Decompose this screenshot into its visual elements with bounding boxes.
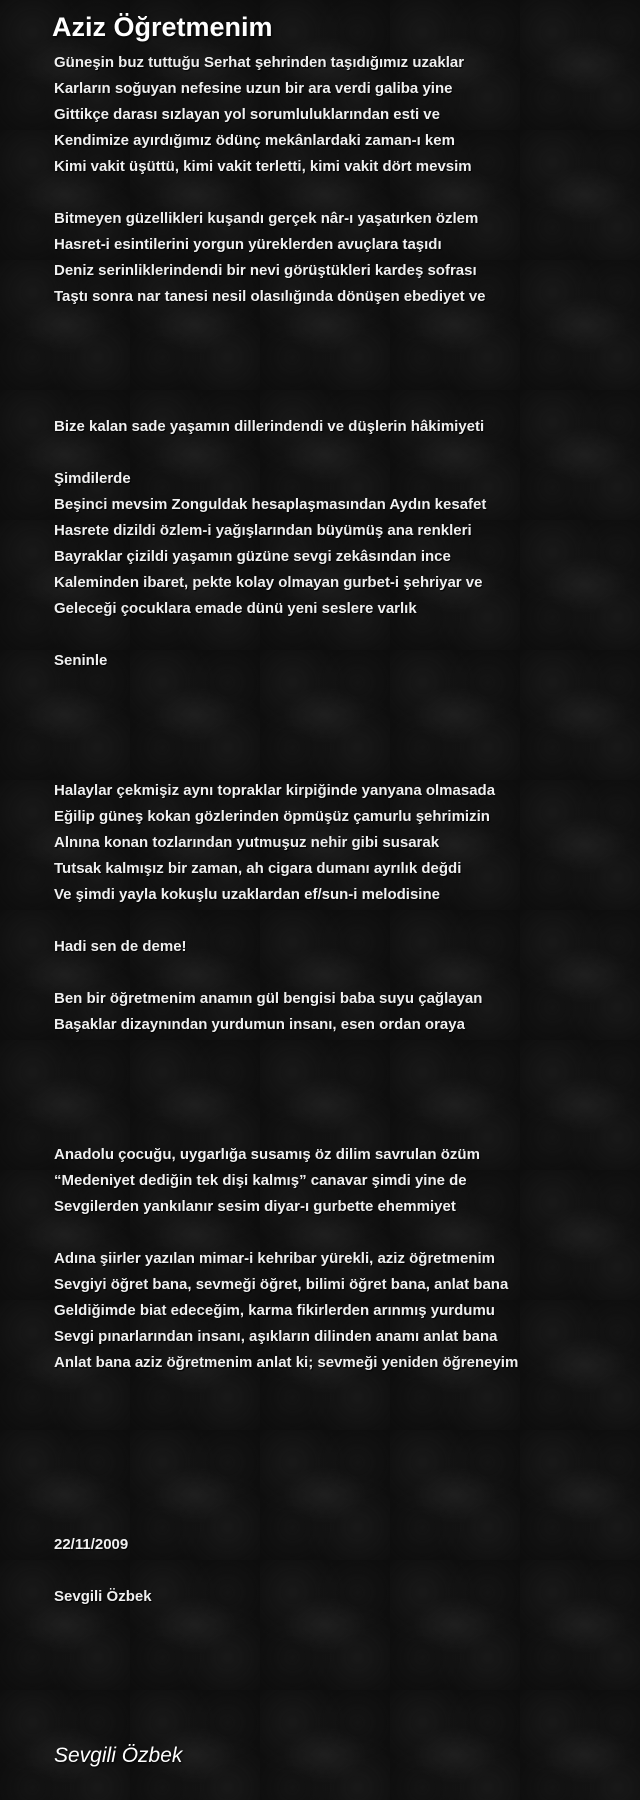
poem-line: Hasret-i esintilerini yorgun yüreklerden avuçlara taşıdı (54, 236, 442, 253)
poem-line: Geldiğimde biat edeceğim, karma fikirlerden arınmış yurdumu (54, 1302, 495, 1319)
poem-line: Taştı sonra nar tanesi nesil olasılığında dönüşen ebediyet ve (54, 288, 486, 305)
poem-line: Deniz serinliklerindendi bir nevi görüştükleri kardeş sofrası (54, 262, 477, 279)
poem-line: Anlat bana aziz öğretmenim anlat ki; sevmeği yeniden öğreneyim (54, 1354, 519, 1371)
poem-author: Sevgili Özbek (54, 1588, 152, 1605)
poem-line: Ben bir öğretmenim anamın gül bengisi baba suyu çağlayan (54, 990, 483, 1007)
poem-line: Eğilip güneş kokan gözlerinden öpmüşüz çamurlu şehrimizin (54, 808, 490, 825)
poem-line: Adına şiirler yazılan mimar-i kehribar yürekli, aziz öğretmenim (54, 1250, 495, 1267)
poem-line: Tutsak kalmışız bir zaman, ah cigara dumanı ayrılık değdi (54, 860, 462, 877)
author-signature: Sevgili Özbek (54, 1744, 183, 1767)
poem-line: Ve şimdi yayla kokuşlu uzaklardan ef/sun-i melodisine (54, 886, 440, 903)
poem-line: Alnına konan tozlarından yutmuşuz nehir gibi susarak (54, 834, 440, 851)
poem-line: Şimdilerde (54, 470, 131, 487)
poem-line: Bize kalan sade yaşamın dillerindendi ve düşlerin hâkimiyeti (54, 418, 485, 435)
poem-line: Bayraklar çizildi yaşamın güzüne sevgi zekâsından ince (54, 548, 451, 565)
poem-line: Kaleminden ibaret, pekte kolay olmayan gurbet-i şehriyar ve (54, 574, 483, 591)
poem-date: 22/11/2009 (54, 1536, 129, 1553)
poem-line: Kendimize ayırdığımız ödünç mekânlardaki zaman-ı kem (54, 132, 455, 149)
poem-line: Sevgilerden yankılanır sesim diyar-ı gurbette ehemmiyet (54, 1198, 456, 1215)
poem-line: Kimi vakit üşüttü, kimi vakit terletti, kimi vakit dört mevsim (54, 158, 472, 175)
poem-line: Sevgi pınarlarından insanı, aşıkların dilinden anamı anlat bana (54, 1328, 498, 1345)
poem-line: Beşinci mevsim Zonguldak hesaplaşmasından Aydın kesafet (54, 496, 487, 513)
poem-line: Halaylar çekmişiz aynı topraklar kirpiğinde yanyana olmasada (54, 782, 496, 799)
poem-line: Gittikçe darası sızlayan yol sorumluluklarından esti ve (54, 106, 440, 123)
poem-line: Hadi sen de deme! (54, 938, 187, 955)
poem-line: Anadolu çocuğu, uygarlığa susamış öz dilim savrulan özüm (54, 1146, 480, 1163)
poem-line: Güneşin buz tuttuğu Serhat şehrinden taşıdığımız uzaklar (54, 54, 465, 71)
poem-line: Geleceği çocuklara emade dünü yeni seslere varlık (54, 600, 417, 617)
poem-line: Başaklar dizaynından yurdumun insanı, esen ordan oraya (54, 1016, 465, 1033)
poem-line: Sevgiyi öğret bana, sevmeği öğret, bilimi öğret bana, anlat bana (54, 1276, 509, 1293)
poem-body (54, 50, 624, 1610)
poem-line: “Medeniyet dediğin tek dişi kalmış” canavar şimdi yine de (54, 1172, 467, 1189)
poem-title: Aziz Öğretmenim (52, 12, 273, 42)
poem-line: Hasrete dizildi özlem-i yağışlarından büyümüş ana renkleri (54, 522, 472, 539)
poem-line: Bitmeyen güzellikleri kuşandı gerçek nâr-ı yaşatırken özlem (54, 210, 479, 227)
poem-line: Karların soğuyan nefesine uzun bir ara verdi galiba yine (54, 80, 453, 97)
poem-line: Seninle (54, 652, 108, 669)
